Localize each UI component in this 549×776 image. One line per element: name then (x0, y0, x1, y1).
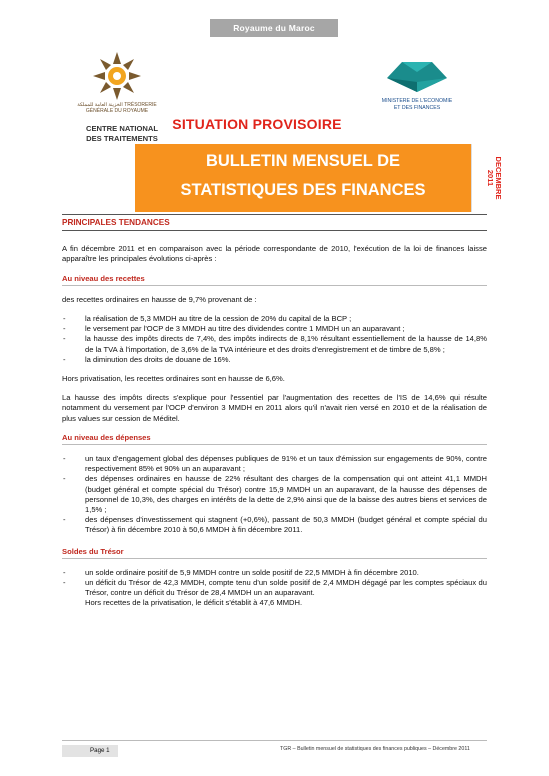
depenses-heading: Au niveau des dépenses (62, 433, 487, 445)
soldes-heading: Soldes du Trésor (62, 547, 487, 559)
page-number: Page 1 (62, 745, 118, 757)
main-content (62, 214, 487, 609)
list-item: - des dépenses d'investissement qui stagnent (+0,6%), passant de 50,3 MMDH (budget général et compte spécial du Trésor) à fin décembre 2010 à 50,6 MMDH à fin décembre 2011. (62, 515, 487, 535)
recettes-heading: Au niveau des recettes (62, 274, 487, 286)
list-item: - un taux d'engagement global des dépenses publiques de 91% et un taux d'émission sur engagements de 90%, contre respectivement 85% et 90% un an auparavant ; (62, 454, 487, 474)
ministry-logo-icon (372, 58, 462, 120)
list-item: - la hausse des impôts directs de 7,4%, des impôts indirects de 8,1% résultant essentiellement de la hausse de 14,8% de la TVA à l'importation, de 3,6% de la TVA intérieure et des droits d'enregistrement et de timbre de 5,8% ; (62, 334, 487, 354)
country-banner: Royaume du Maroc (210, 19, 338, 37)
svg-text:ET DES FINANCES: ET DES FINANCES (393, 105, 441, 111)
bulletin-title: BULLETIN MENSUEL DE STATISTIQUES DES FINANCES PUBLIQUES (180, 152, 426, 228)
hors-privatisation-paragraph: Hors privatisation, les recettes ordinaires sont en hausse de 6,6%. (62, 374, 285, 384)
impots-paragraph: La hausse des impôts directs s'explique pour l'essentiel par l'augmentation des recettes de l'IS de 14,6% qui résulte notamment du versement par l'OCP d'environ 3 MMDH en 2011 alors qu'il n'avait rien versé en 2010 et de la réalisation de plus values sur cession de Méditel. (62, 393, 487, 423)
list-item: - des dépenses ordinaires en hausse de 22% résultant des charges de la compensation qui ont atteint 41,1 MMDH (budget général et compte spécial du Trésor) contre 15,9 MMDH un an auparavant, de la hausse des dépenses de personnel de 10,3%, des charges en intérêts de la dette de 2,9% ainsi que de la baisse des autres biens et services de 1,5% ; (62, 474, 487, 515)
depenses-list (62, 454, 487, 536)
date-vertical: DECEMBRE 2011 (486, 156, 503, 200)
list-item: - la réalisation de 5,3 MMDH au titre de la cession de 20% du capital de la BCP ; (62, 314, 487, 324)
recettes-lead: des recettes ordinaires en hausse de 9,7% provenant de : (62, 294, 257, 304)
centre-label: CENTRE NATIONAL DES TRAITEMENTS (86, 124, 158, 143)
footer-text: TGR – Bulletin mensuel de statistiques des finances publiques – Décembre 2011 (280, 746, 470, 752)
ministry-logo-text: MINISTERE DE L'ECONOMIE (381, 98, 453, 104)
list-item: - la diminution des droits de douane de 16%. (62, 355, 487, 365)
soldes-hors-privatisation: Hors recettes de la privatisation, le déficit s'établit à 47,6 MMDH. (85, 598, 303, 608)
list-item: - un solde ordinaire positif de 5,9 MMDH contre un solde positif de 22,5 MMDH à fin décembre 2010. (62, 568, 487, 578)
principales-heading: PRINCIPALES TENDANCES (62, 214, 487, 231)
soldes-list (62, 568, 487, 599)
tgr-logo-caption: الخزينة العامة للمملكة TRÉSORERIE GÉNÉRALE DU ROYAUME (77, 102, 157, 114)
list-item: - un déficit du Trésor de 42,3 MMDH, compte tenu d'un solde positif de 2,4 MMDH dégagé par les comptes spéciaux du Trésor, contre un déficit du Trésor de 28,4 MMDH un an auparavant. (62, 578, 487, 598)
recettes-list (62, 314, 487, 365)
situation-title: SITUATION PROVISOIRE (172, 116, 342, 132)
list-item: - le versement par l'OCP de 3 MMDH au titre des dividendes contre 1 MMDH un an auparavant ; (62, 324, 487, 334)
intro-paragraph: A fin décembre 2011 et en comparaison avec la période correspondante de 2010, l'exécution de la loi de finances laisse apparaître les principales évolutions ci-après : (62, 244, 487, 264)
footer-divider (62, 740, 487, 741)
